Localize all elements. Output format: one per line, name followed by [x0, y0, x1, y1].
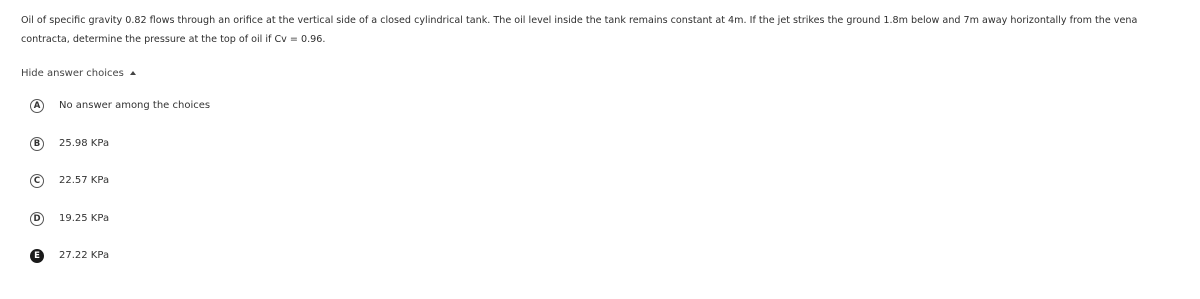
choice-a[interactable]: [30, 96, 210, 116]
choice-text: 25.98 KPa: [59, 137, 110, 149]
choice-e[interactable]: [30, 246, 210, 266]
choice-c[interactable]: [30, 171, 210, 191]
choice-letter-badge: B: [30, 137, 44, 151]
choice-text: No answer among the choices: [59, 100, 211, 111]
hide-answer-choices-toggle[interactable]: [21, 66, 136, 82]
choice-letter-badge: A: [30, 99, 44, 113]
choice-text: 19.25 KPa: [59, 212, 110, 224]
choice-b[interactable]: [30, 134, 210, 154]
toggle-label: Hide answer choices: [21, 68, 124, 79]
choice-d[interactable]: [30, 209, 210, 229]
choice-text: 27.22 KPa: [59, 250, 110, 261]
choice-letter-badge: C: [30, 174, 44, 188]
choice-letter-badge: E: [30, 249, 44, 263]
chevron-up-icon: [130, 71, 136, 75]
choice-letter-badge: D: [30, 212, 44, 226]
answer-choices-list: [30, 96, 210, 284]
choice-text: 22.57 KPa: [59, 175, 110, 186]
question-text: Oil of specific gravity 0.82 flows through an orifice at the vertical side of a closed cylindrical tank. The oil level inside the tank remains constant at 4m. If the jet strikes the ground 1.8m below and 7m away horizontally from the vena contracta, determine the pressure at the top of oil if Cv = 0.96.: [21, 15, 1138, 45]
